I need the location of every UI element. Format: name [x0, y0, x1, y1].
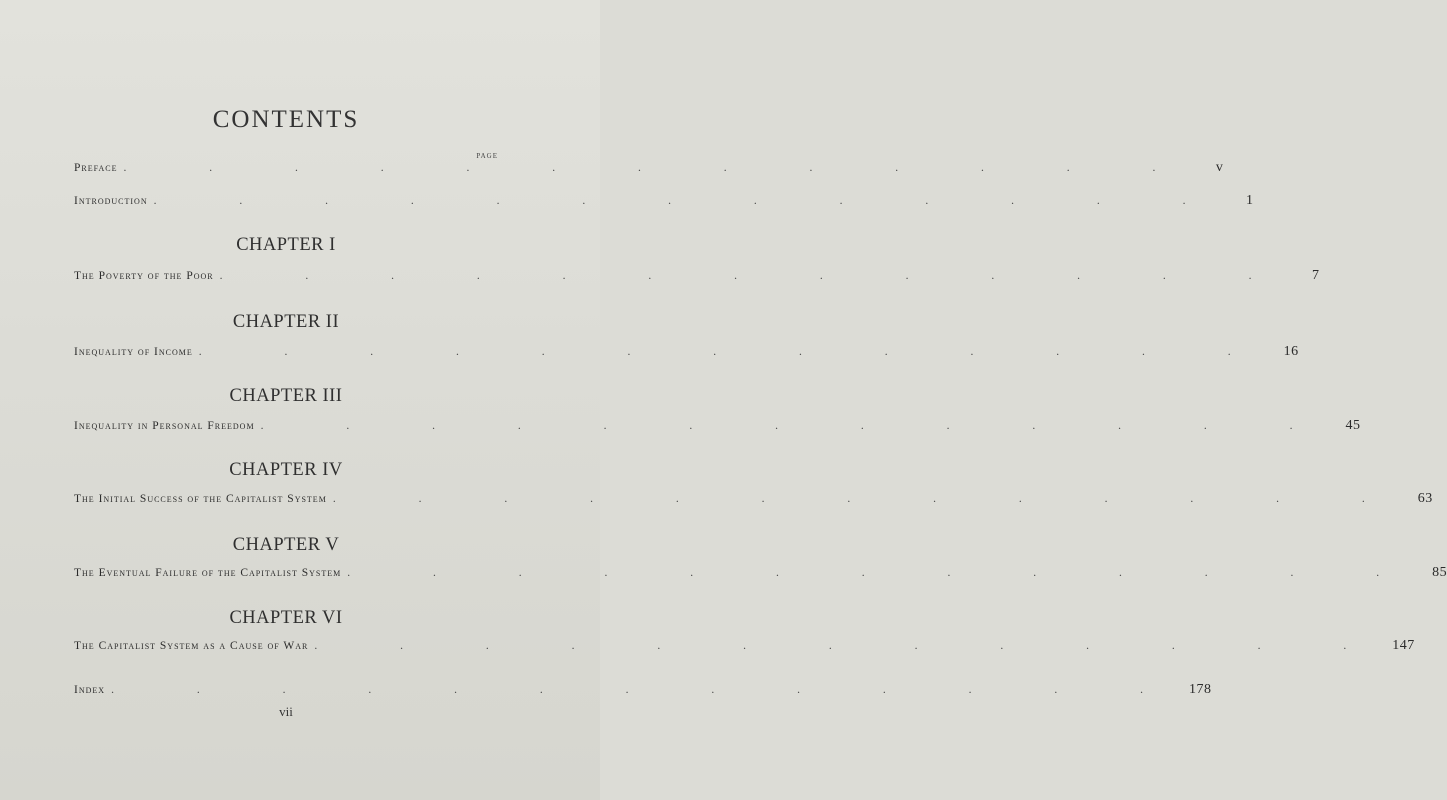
toc-entry-page: 63	[1417, 491, 1433, 506]
leader-dots: . . . . . . . . . . . . .	[314, 640, 1387, 652]
toc-entry-page: 16	[1283, 344, 1299, 359]
page-column-label: PAGE	[476, 152, 498, 160]
contents-title: CONTENTS	[212, 106, 360, 133]
chapter-heading: CHAPTER III	[229, 386, 343, 406]
leader-dots: . . . . . . . . . . . . .	[111, 684, 1183, 696]
leader-dots: . . . . . . . . . . . . .	[219, 270, 1292, 282]
chapter-heading: CHAPTER IV	[229, 460, 343, 480]
toc-entry-page: 1	[1245, 193, 1254, 208]
toc-entry-chapter	[74, 418, 1361, 438]
toc-entry-index	[74, 682, 1212, 702]
chapter-heading: CHAPTER II	[232, 312, 340, 332]
chapter-heading: CHAPTER V	[232, 535, 340, 555]
toc-entry-chapter	[74, 638, 1415, 658]
chapter-heading: CHAPTER I	[236, 235, 336, 255]
leader-dots: . . . . . . . . . . . . .	[332, 493, 1405, 505]
toc-entry-chapter	[74, 268, 1320, 288]
toc-entry-page: v	[1215, 160, 1224, 175]
page-number: vii	[279, 704, 293, 719]
toc-entry-label: Inequality of Income	[74, 346, 193, 358]
toc-entry-page: 178	[1188, 682, 1212, 697]
toc-entry-page: 7	[1311, 268, 1320, 283]
toc-entry-page: 45	[1345, 418, 1361, 433]
leader-dots: . . . . . . . . . . . . .	[123, 162, 1196, 174]
toc-entry-page: 85	[1432, 565, 1447, 580]
toc-entry-label: Inequality in Personal Freedom	[74, 420, 255, 432]
toc-entry-label: Preface	[74, 162, 118, 174]
toc-entry-chapter	[74, 344, 1299, 364]
toc-entry-label: Introduction	[74, 195, 148, 207]
leader-dots: . . . . . . . . . . . . .	[260, 420, 1333, 432]
toc-entry-label: The Capitalist System as a Cause of War	[74, 640, 309, 652]
leader-dots: . . . . . . . . . . . . .	[198, 346, 1271, 358]
toc-entry-chapter	[74, 565, 1447, 585]
toc-entry-preface	[74, 160, 1224, 180]
toc-entry-page: 147	[1392, 638, 1415, 653]
toc-entry-label: The Poverty of the Poor	[74, 270, 214, 282]
toc-entry-introduction	[74, 193, 1254, 213]
chapter-heading: CHAPTER VI	[229, 608, 343, 628]
toc-entry-label: Index	[74, 684, 106, 696]
leader-dots: . . . . . . . . . . . . .	[153, 195, 1226, 207]
leader-dots: . . . . . . . . . . . . .	[347, 567, 1420, 579]
toc-entry-chapter	[74, 491, 1433, 511]
toc-entry-label: The Initial Success of the Capitalist System	[74, 493, 327, 505]
toc-entry-label: The Eventual Failure of the Capitalist System	[74, 567, 342, 579]
